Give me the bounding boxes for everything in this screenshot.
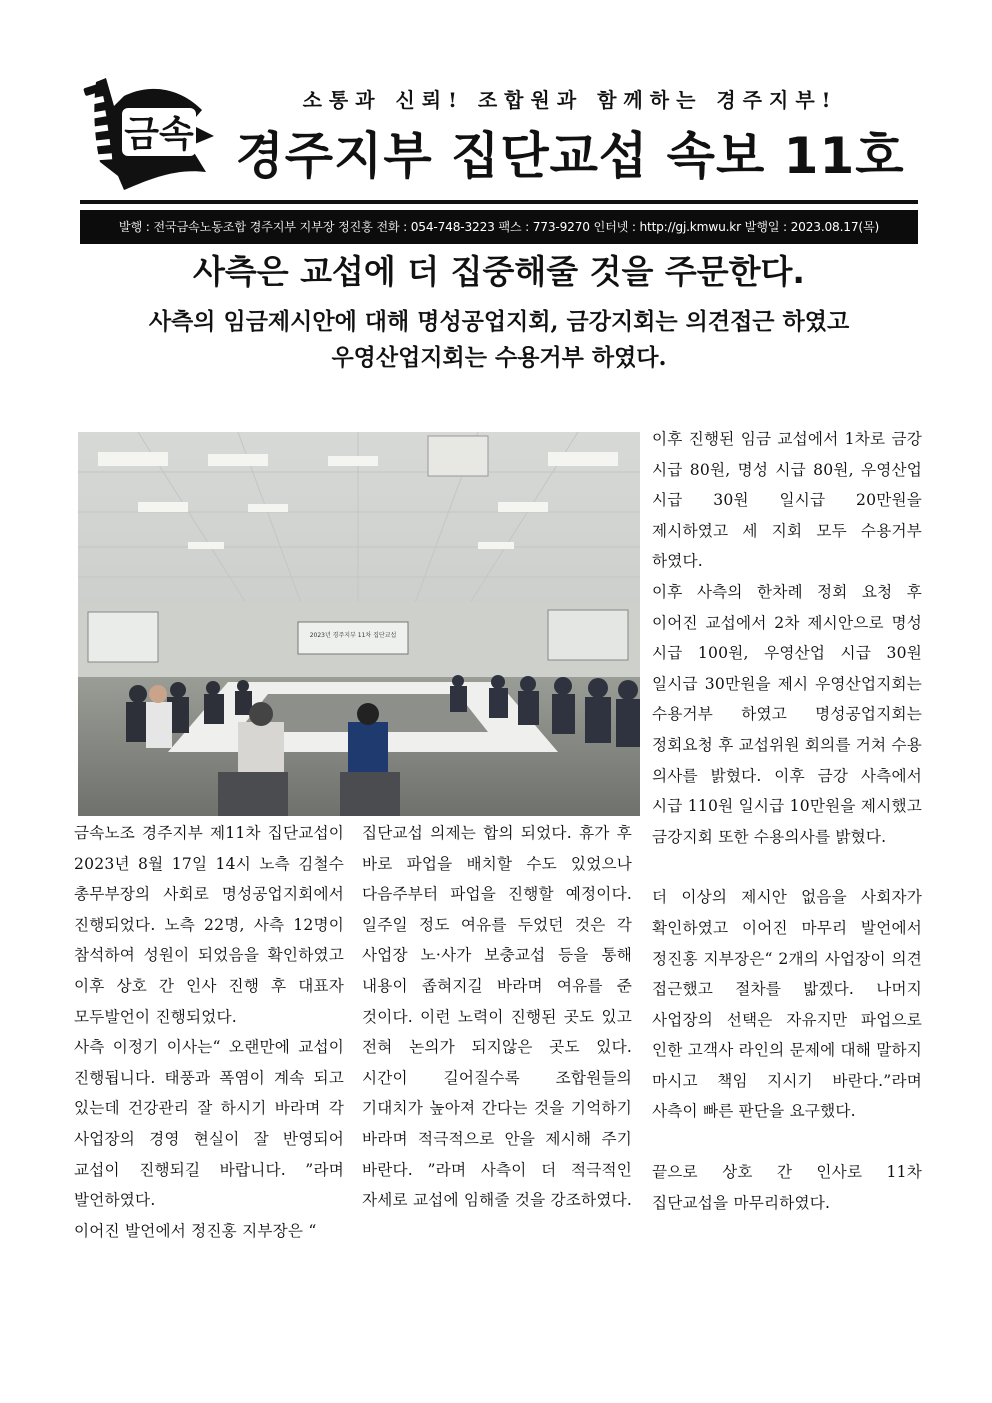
- article-column-2: [362, 818, 632, 1216]
- subheadline-line-1: 사측의 임금제시안에 대해 명성공업지회, 금강지회는 의견접근 하였고: [148, 308, 850, 335]
- article-column-1: [74, 818, 344, 1246]
- page-title: 경주지부 집단교섭 속보 11호: [235, 127, 905, 185]
- article-paragraph: 사측 이정기 이사는“ 오랜만에 교섭이 진행됩니다. 태풍과 폭염이 계속 되고 있는데 건강관리 잘 하시기 바라며 각 사업장의 경영 현실이 잘 반영되어 교섭이 진행되길 바랍니다. ”라며 발언하였다.: [74, 1038, 344, 1210]
- article-paragraph: 더 이상의 제시안 없음을 사회자가 확인하였고 이어진 마무리 발언에서 정진홍 지부장은“ 2개의 사업장이 의견 접근했고 절차를 밟겠다. 나머지 사업장의 선택은 자유지만 파업으로 인한 고객사 라인의 문제에 대해 말하지 마시고 책임 지시기 바란다.”라며 사측이 빠른 판단을 요구했다.: [652, 888, 923, 1121]
- header-divider: [80, 200, 918, 204]
- union-logo: [78, 76, 220, 194]
- meeting-photo: [78, 432, 640, 816]
- article-paragraph: 금속노조 경주지부 제11차 집단교섭이 2023년 8월 17일 14시 노측 김철수 총무부장의 사회로 명성공업지회에서 진행되었다. 노측 22명, 사측 12명이 참석하여 성원이 되었음을 확인하였고 이후 상호 간 인사 진행 후 대표자 모두발언이 진행되었다.: [74, 824, 344, 1026]
- article-paragraph: 끝으로 상호 간 인사로 11차 집단교섭을 마무리하였다.: [652, 1163, 922, 1212]
- article-paragraph: 이후 진행된 임금 교섭에서 1차로 금강 시급 80원, 명성 시급 80원, 우영산업 시급 30원 일시급 20만원을 제시하였고 세 지회 모두 수용거부 하였다.: [652, 430, 922, 571]
- article-paragraph: 이어진 발언에서 정진홍 지부장은 “: [74, 1221, 317, 1240]
- slogan: 소통과 신뢰! 조합원과 함께하는 경주지부!: [302, 88, 838, 112]
- subheadline: [80, 304, 918, 376]
- article-paragraph: 집단교섭 의제는 합의 되었다. 휴가 후 바로 파업을 배치할 수도 있었으나 다음주부터 파업을 진행할 예정이다. 일주일 정도 여유를 두었던 것은 각 사업장 노·사가 보충교섭 등을 통해 내용이 좁혀지길 바라며 여유를 준 것이다. 이런 노력이 진행된 곳도 있고 전혀 논의가 되지않은 곳도 있다. 시간이 길어질수록 조합원들의 기대치가 높아져 간다는 것을 기억하기 바라며 적극적으로 안을 제시해 주기 바란다. ”라며 사측이 더 적극적인 자세로 교섭에 임해줄 것을 강조하였다.: [362, 824, 633, 1210]
- raised-fist-flag-icon: [78, 76, 220, 194]
- headline: 사측은 교섭에 더 집중해줄 것을 주문한다.: [193, 252, 805, 291]
- logo-text: 금속: [124, 114, 194, 155]
- publisher-info-bar: 발행 : 전국금속노동조합 경주지부 지부장 정진홍 전화 : 054-748-3223 팩스 : 773-9270 인터넷 : http://gj.kmwu.kr 발행일 : 2023.08.17(목): [80, 210, 918, 244]
- article-column-3: [652, 424, 922, 1218]
- photo-banner-text: 2023년 경주지부 11차 집단교섭: [309, 632, 397, 639]
- subheadline-line-2: 우영산업지회는 수용거부 하였다.: [331, 344, 667, 371]
- meeting-photo-icon: [78, 432, 640, 816]
- article-paragraph: 이후 사측의 한차례 정회 요청 후 이어진 교섭에서 2차 제시안으로 명성 시급 100원, 우영산업 시급 30원 일시급 30만원을 제시 우영산업지회는 수용거부 하였고 명성공업지회는 정회요청 후 교섭위원 회의를 거쳐 수용 의사를 밝혔다. 이후 금강 사측에서 시급 110원 일시급 10만원을 제시했고 금강지회 또한 수용의사를 밝혔다.: [652, 582, 923, 846]
